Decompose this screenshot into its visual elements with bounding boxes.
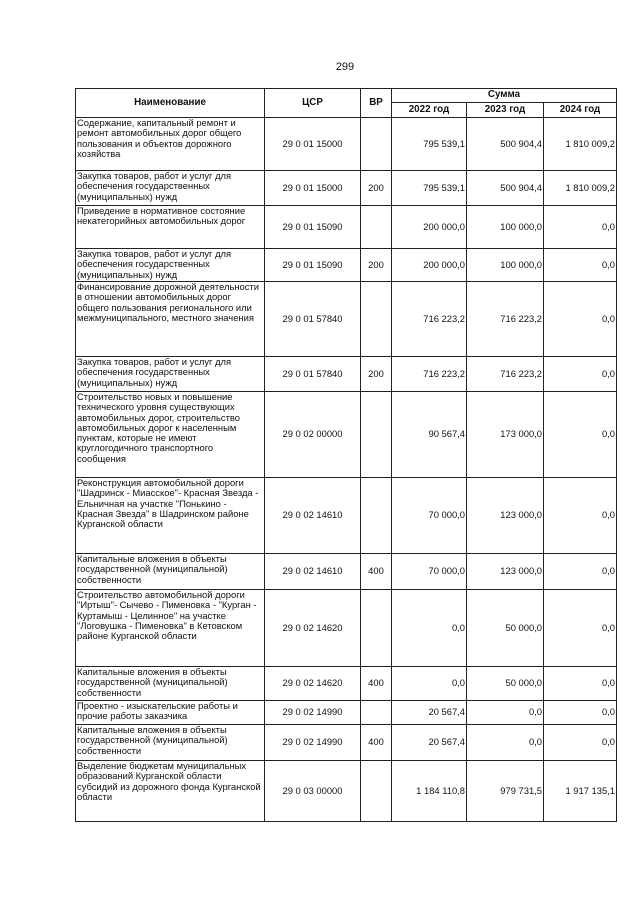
row-name-cell: Приведение в нормативное состояние некатегорийных автомобильных дорог <box>76 206 265 249</box>
row-amount-2024-cell: 0,0 <box>544 206 617 249</box>
row-amount-2024-cell: 0,0 <box>544 357 617 392</box>
row-amount-2023-cell: 500 904,4 <box>467 171 544 206</box>
table-row <box>76 118 617 171</box>
header-year-2024: 2024 год <box>544 103 617 118</box>
row-amount-2022-cell: 200 000,0 <box>392 206 467 249</box>
row-vr-cell <box>361 478 392 554</box>
row-amount-2022-cell: 20 567,4 <box>392 701 467 725</box>
row-vr-cell: 200 <box>361 249 392 282</box>
table-body <box>76 118 617 822</box>
header-name: Наименование <box>76 89 265 118</box>
row-name-cell: Финансирование дорожной деятельности в отношении автомобильных дорог общего пользования регионального или межмуниципального, местного значения <box>76 282 265 357</box>
row-amount-2023-cell: 716 223,2 <box>467 282 544 357</box>
row-csr-cell: 29 0 01 57840 <box>265 357 361 392</box>
table-row <box>76 725 617 761</box>
row-amount-2024-cell: 1 810 009,2 <box>544 171 617 206</box>
row-amount-2022-cell: 795 539,1 <box>392 118 467 171</box>
row-csr-cell: 29 0 02 14610 <box>265 478 361 554</box>
row-csr-cell: 29 0 03 00000 <box>265 761 361 822</box>
row-vr-cell: 200 <box>361 171 392 206</box>
table-row <box>76 206 617 249</box>
table-row <box>76 590 617 667</box>
row-amount-2023-cell: 50 000,0 <box>467 667 544 701</box>
row-vr-cell <box>361 392 392 478</box>
row-amount-2023-cell: 173 000,0 <box>467 392 544 478</box>
row-name-cell: Выделение бюджетам муниципальных образований Курганской области субсидий из дорожного фонда Курганской области <box>76 761 265 822</box>
table-row <box>76 478 617 554</box>
page-number: 299 <box>335 61 355 73</box>
row-name-cell: Капитальные вложения в объекты государственной (муниципальной) собственности <box>76 667 265 701</box>
row-amount-2024-cell: 1 810 009,2 <box>544 118 617 171</box>
row-name-cell: Реконструкция автомобильной дороги "Шадринск - Миасское"- Красная Звезда - Ельничная на участке "Понькино - Красная Звезда" в Шадринском районе Курганской области <box>76 478 265 554</box>
row-csr-cell: 29 0 02 14610 <box>265 554 361 590</box>
row-vr-cell <box>361 590 392 667</box>
row-amount-2024-cell: 0,0 <box>544 249 617 282</box>
row-name-cell: Закупка товаров, работ и услуг для обеспечения государственных (муниципальных) нужд <box>76 171 265 206</box>
row-csr-cell: 29 0 01 15090 <box>265 249 361 282</box>
row-csr-cell: 29 0 01 15000 <box>265 171 361 206</box>
row-amount-2024-cell: 1 917 135,1 <box>544 761 617 822</box>
row-name-cell: Строительство новых и повышение технического уровня существующих автомобильных дорог, строительство автомобильных дорог к населенным пунктам, которые не имеют круглогодичного транспортного сообщения <box>76 392 265 478</box>
header-vr: ВР <box>361 89 392 118</box>
row-name-cell: Капитальные вложения в объекты государственной (муниципальной) собственности <box>76 725 265 761</box>
row-vr-cell: 400 <box>361 554 392 590</box>
row-amount-2022-cell: 1 184 110,8 <box>392 761 467 822</box>
row-amount-2024-cell: 0,0 <box>544 554 617 590</box>
row-name-cell: Содержание, капитальный ремонт и ремонт автомобильных дорог общего пользования и объектов дорожного хозяйства <box>76 118 265 171</box>
row-amount-2022-cell: 90 567,4 <box>392 392 467 478</box>
row-name-cell: Строительство автомобильной дороги "Иртыш"- Сычево - Пименовка - "Курган - Куртамыш - Целинное" на участке "Логовушка - Пименовка" в Кетовском районе Курганской области <box>76 590 265 667</box>
row-amount-2024-cell: 0,0 <box>544 282 617 357</box>
row-amount-2022-cell: 0,0 <box>392 590 467 667</box>
row-vr-cell: 200 <box>361 357 392 392</box>
table-row <box>76 761 617 822</box>
row-vr-cell <box>361 701 392 725</box>
table-row <box>76 171 617 206</box>
row-amount-2023-cell: 500 904,4 <box>467 118 544 171</box>
table-row <box>76 392 617 478</box>
row-amount-2023-cell: 0,0 <box>467 725 544 761</box>
table-row <box>76 701 617 725</box>
row-vr-cell <box>361 282 392 357</box>
row-amount-2022-cell: 716 223,2 <box>392 357 467 392</box>
row-amount-2023-cell: 0,0 <box>467 701 544 725</box>
row-vr-cell: 400 <box>361 725 392 761</box>
table-row <box>76 667 617 701</box>
row-amount-2022-cell: 70 000,0 <box>392 478 467 554</box>
row-amount-2024-cell: 0,0 <box>544 478 617 554</box>
row-amount-2024-cell: 0,0 <box>544 590 617 667</box>
table-row <box>76 554 617 590</box>
row-amount-2024-cell: 0,0 <box>544 667 617 701</box>
row-amount-2024-cell: 0,0 <box>544 392 617 478</box>
row-amount-2023-cell: 123 000,0 <box>467 554 544 590</box>
table-row <box>76 249 617 282</box>
row-amount-2022-cell: 716 223,2 <box>392 282 467 357</box>
row-csr-cell: 29 0 02 14620 <box>265 590 361 667</box>
row-vr-cell <box>361 761 392 822</box>
row-amount-2024-cell: 0,0 <box>544 725 617 761</box>
header-year-2023: 2023 год <box>467 103 544 118</box>
header-year-2022: 2022 год <box>392 103 467 118</box>
row-amount-2022-cell: 20 567,4 <box>392 725 467 761</box>
row-amount-2024-cell: 0,0 <box>544 701 617 725</box>
row-amount-2023-cell: 100 000,0 <box>467 206 544 249</box>
header-csr: ЦСР <box>265 89 361 118</box>
row-amount-2022-cell: 70 000,0 <box>392 554 467 590</box>
row-amount-2022-cell: 200 000,0 <box>392 249 467 282</box>
row-csr-cell: 29 0 01 15090 <box>265 206 361 249</box>
table-row <box>76 282 617 357</box>
row-csr-cell: 29 0 01 57840 <box>265 282 361 357</box>
row-amount-2023-cell: 100 000,0 <box>467 249 544 282</box>
row-csr-cell: 29 0 01 15000 <box>265 118 361 171</box>
row-csr-cell: 29 0 02 00000 <box>265 392 361 478</box>
row-name-cell: Закупка товаров, работ и услуг для обеспечения государственных (муниципальных) нужд <box>76 249 265 282</box>
row-name-cell: Проектно - изыскательские работы и прочие работы заказчика <box>76 701 265 725</box>
row-amount-2023-cell: 50 000,0 <box>467 590 544 667</box>
row-csr-cell: 29 0 02 14990 <box>265 725 361 761</box>
row-amount-2023-cell: 716 223,2 <box>467 357 544 392</box>
row-name-cell: Капитальные вложения в объекты государственной (муниципальной) собственности <box>76 554 265 590</box>
row-amount-2022-cell: 795 539,1 <box>392 171 467 206</box>
budget-table <box>75 88 617 822</box>
row-amount-2022-cell: 0,0 <box>392 667 467 701</box>
row-vr-cell <box>361 118 392 171</box>
row-csr-cell: 29 0 02 14990 <box>265 701 361 725</box>
table-row <box>76 357 617 392</box>
row-amount-2023-cell: 123 000,0 <box>467 478 544 554</box>
row-amount-2023-cell: 979 731,5 <box>467 761 544 822</box>
header-sum: Сумма <box>392 89 617 103</box>
row-csr-cell: 29 0 02 14620 <box>265 667 361 701</box>
row-vr-cell <box>361 206 392 249</box>
row-vr-cell: 400 <box>361 667 392 701</box>
row-name-cell: Закупка товаров, работ и услуг для обеспечения государственных (муниципальных) нужд <box>76 357 265 392</box>
